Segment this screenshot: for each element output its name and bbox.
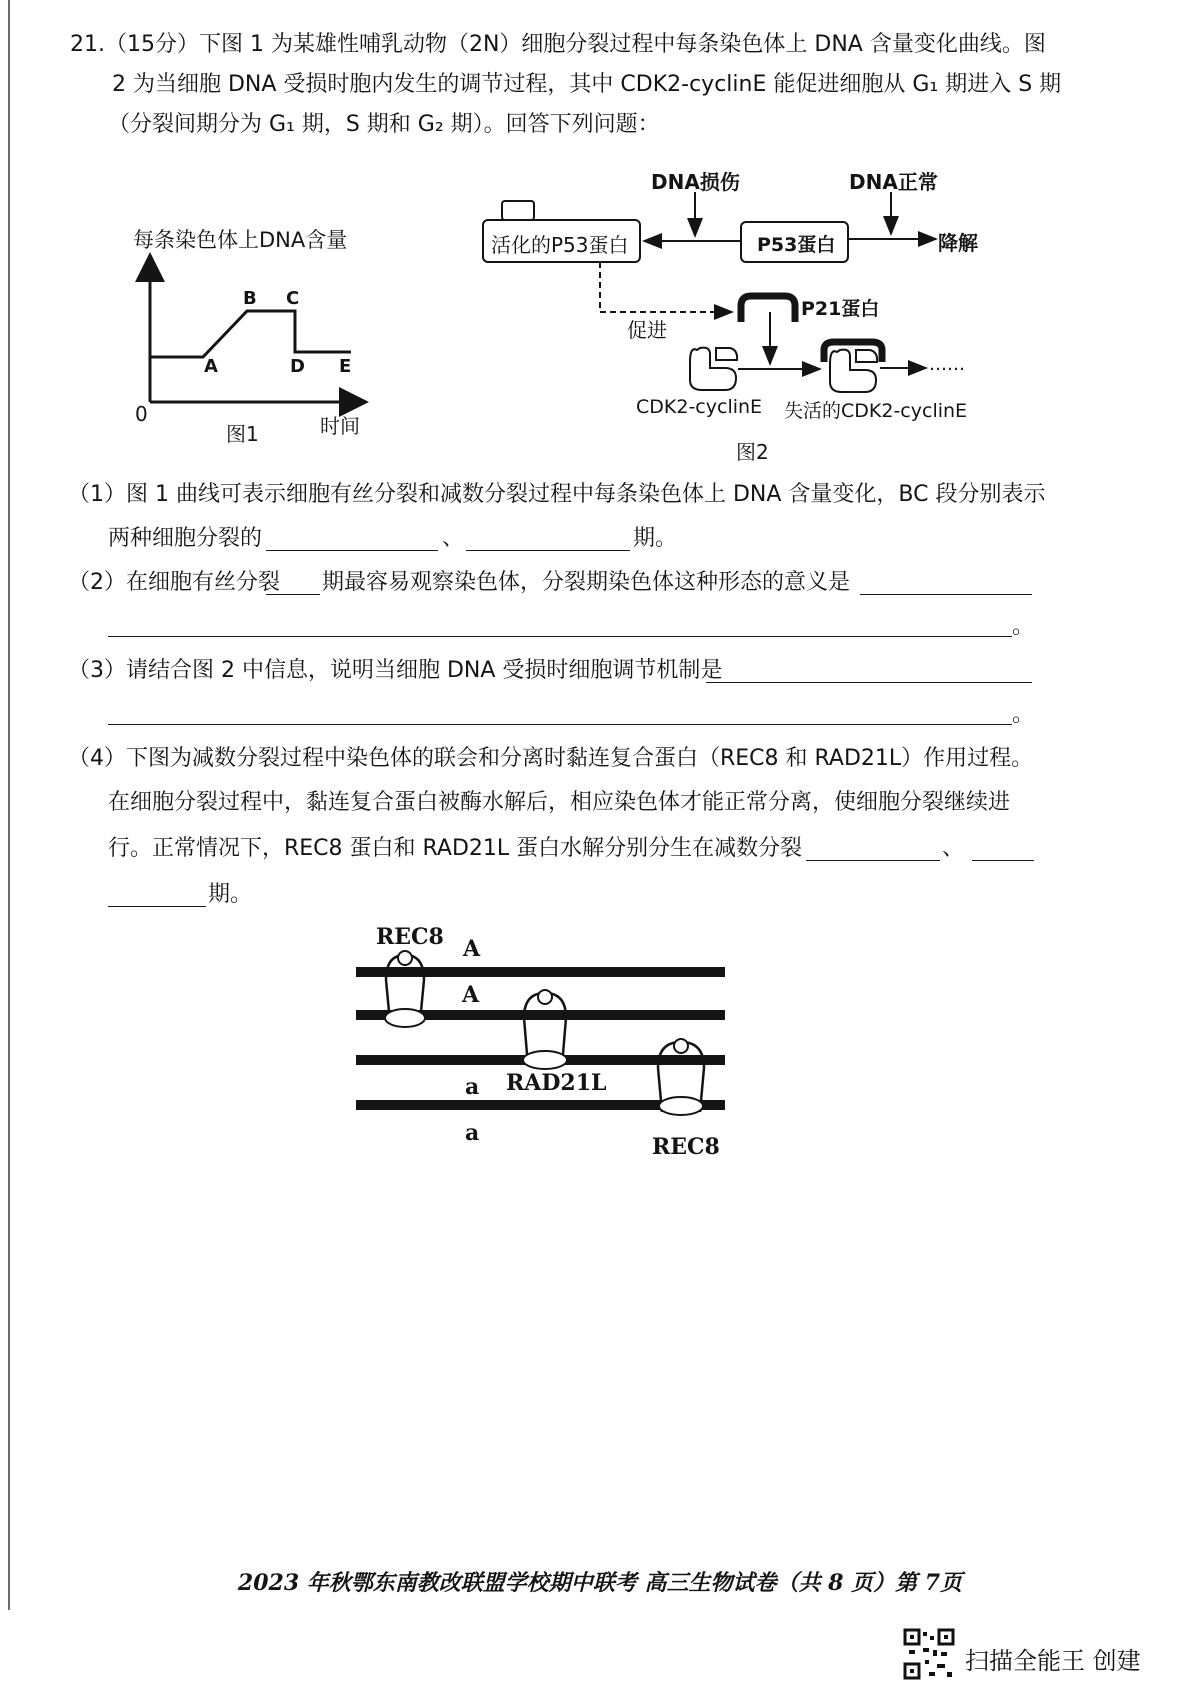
scanner-watermark-text: 扫描全能王 创建 [965, 1647, 1141, 1675]
figure1-point-b: B [243, 288, 257, 309]
rec8-label-top: REC8 [376, 924, 444, 950]
figure1-point-d: D [290, 356, 305, 377]
sub1-line2-end: 期。 [633, 526, 678, 551]
question-intro-line3: （分裂间期分为 G₁ 期，S 期和 G₂ 期）。回答下列问题： [108, 112, 660, 137]
question-intro-line1: 21.（15分）下图 1 为某雄性哺乳动物（2N）细胞分裂过程中每条染色体上 DNA 含量变化曲线。图 [70, 32, 1046, 57]
allele-A-2: A [462, 982, 480, 1008]
rec8-foot-bottom [659, 1097, 703, 1115]
figure1-xlabel: 时间 [320, 414, 360, 438]
figure2-caption: 图2 [736, 440, 769, 464]
figure1-point-c: C [286, 288, 300, 309]
figure1-origin: 0 [135, 402, 148, 426]
page-footer: 2023 年秋鄂东南教改联盟学校期中联考 高三生物试卷（共 8 页）第 7页 [237, 1570, 963, 1596]
allele-a-2: a [465, 1120, 480, 1146]
p53-label: P53蛋白 [757, 234, 836, 256]
sub1-line2-start: 两种细胞分裂的 [108, 526, 263, 551]
sub2-part2: 期最容易观察染色体，分裂期染色体这种形态的意义是 [322, 570, 851, 595]
inactive-cdk2-label: 失活的CDK2-cyclinE [784, 400, 968, 422]
figure1-ylabel: 每条染色体上DNA含量 [133, 228, 348, 252]
figure1-point-a: A [204, 356, 218, 377]
sub1-separator: 、 [442, 526, 465, 551]
figure1-point-e: E [339, 356, 352, 377]
rec8-foot-top [385, 1009, 425, 1027]
allele-a-1: a [465, 1074, 480, 1100]
sub1-line1: （1）图 1 曲线可表示细胞有丝分裂和减数分裂过程中每条染色体上 DNA 含量变化，BC 段分别表示 [68, 482, 1046, 507]
sub4-line3: 行。正常情况下，REC8 蛋白和 RAD21L 蛋白水解分别分生在减数分裂 [108, 836, 803, 861]
sub3-text: （3）请结合图 2 中信息，说明当细胞 DNA 受损时细胞调节机制是 [68, 658, 723, 683]
promote-label: 促进 [627, 318, 667, 342]
sub3-end: 。 [1012, 702, 1035, 727]
degrade-label: 降解 [938, 231, 978, 255]
rad21l-knob [538, 990, 552, 1004]
sub2-part1: （2）在细胞有丝分裂 [68, 570, 280, 595]
ellipsis-label: …… [929, 354, 965, 375]
chromatid-1 [356, 967, 725, 977]
rad21l-label: RAD21L [506, 1070, 607, 1096]
rec8-knob-top [398, 951, 412, 965]
dna-damage-label: DNA损伤 [651, 170, 740, 194]
rec8-knob-bottom [674, 1039, 688, 1053]
sub4-line1: （4）下图为减数分裂过程中染色体的联会和分离时黏连复合蛋白（REC8 和 RAD21L）作用过程。 [68, 746, 1034, 771]
dna-normal-label: DNA正常 [849, 170, 938, 194]
sub2-end: 。 [1012, 614, 1035, 639]
allele-A-1: A [463, 936, 481, 962]
figure1-caption: 图1 [226, 422, 259, 446]
activated-p53-label: 活化的P53蛋白 [491, 233, 629, 257]
sub4-line4-end: 期。 [208, 882, 253, 907]
rad21l-foot [523, 1051, 567, 1069]
question-intro-line2: 2 为当细胞 DNA 受损时胞内发生的调节过程，其中 CDK2-cyclinE 能促进细胞从 G₁ 期进入 S 期 [112, 72, 1062, 97]
sub4-line2: 在细胞分裂过程中，黏连复合蛋白被酶水解后，相应染色体才能正常分离，使细胞分裂继续进 [108, 790, 1011, 815]
cdk2-label: CDK2-cyclinE [636, 396, 763, 418]
sub4-separator: 、 [942, 836, 965, 861]
p21-label: P21蛋白 [801, 298, 880, 320]
qr-code-icon [903, 1628, 955, 1680]
rec8-label-bottom: REC8 [652, 1134, 720, 1160]
